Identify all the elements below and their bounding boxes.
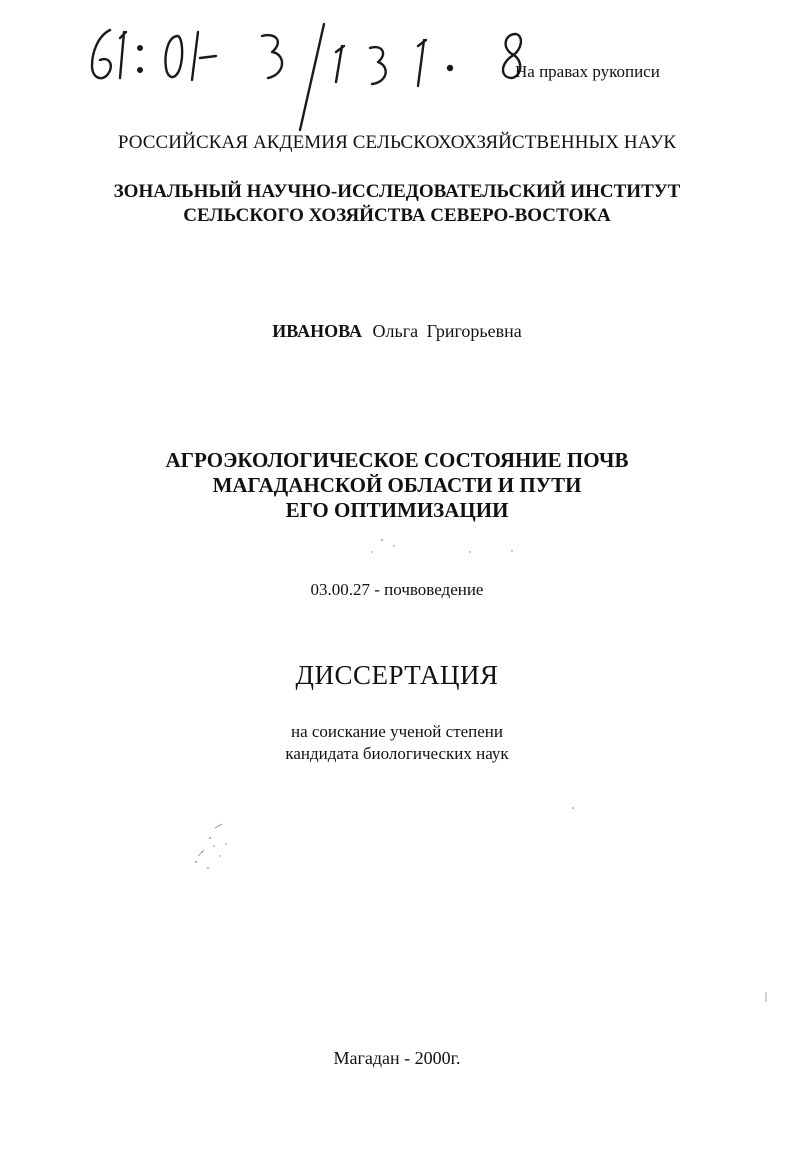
institute-name <box>0 180 794 228</box>
place-and-year: Магадан - 2000г. <box>333 1048 461 1068</box>
author-given-name: Ольга Григорьевна <box>372 321 522 341</box>
title-line-1: АГРОЭКОЛОГИЧЕСКОЕ СОСТОЯНИЕ ПОЧВ <box>165 448 629 472</box>
dissertation-title <box>0 448 794 523</box>
academy-name: РОССИЙСКАЯ АКДЕМИЯ СЕЛЬСКОХОХЗЯЙСТВЕННЫХ НАУК <box>117 132 677 153</box>
purpose-line-2: кандидата биологических наук <box>285 744 509 763</box>
degree-purpose <box>0 721 794 765</box>
specialty-code: 03.00.27 - почвоведение <box>310 580 484 599</box>
title-line-3: ЕГО ОПТИМИЗАЦИИ <box>285 498 509 522</box>
rights-notice: На правах рукописи <box>515 62 660 81</box>
handwritten-archive-code <box>80 12 540 132</box>
author-surname: ИВАНОВА <box>272 321 362 341</box>
document-type: ДИССЕРТАЦИЯ <box>295 660 499 690</box>
author-name <box>0 321 794 342</box>
institute-line-1: ЗОНАЛЬНЫЙ НАУЧНО-ИССЛЕДОВАТЕЛЬСКИЙ ИНСТИТУТ <box>113 181 681 202</box>
title-line-2: МАГАДАНСКОЙ ОБЛАСТИ И ПУТИ <box>212 473 582 497</box>
institute-line-2: СЕЛЬСКОГО ХОЗЯЙСТВА СЕВЕРО-ВОСТОКА <box>183 205 611 226</box>
purpose-line-1: на соискание ученой степени <box>290 722 504 741</box>
